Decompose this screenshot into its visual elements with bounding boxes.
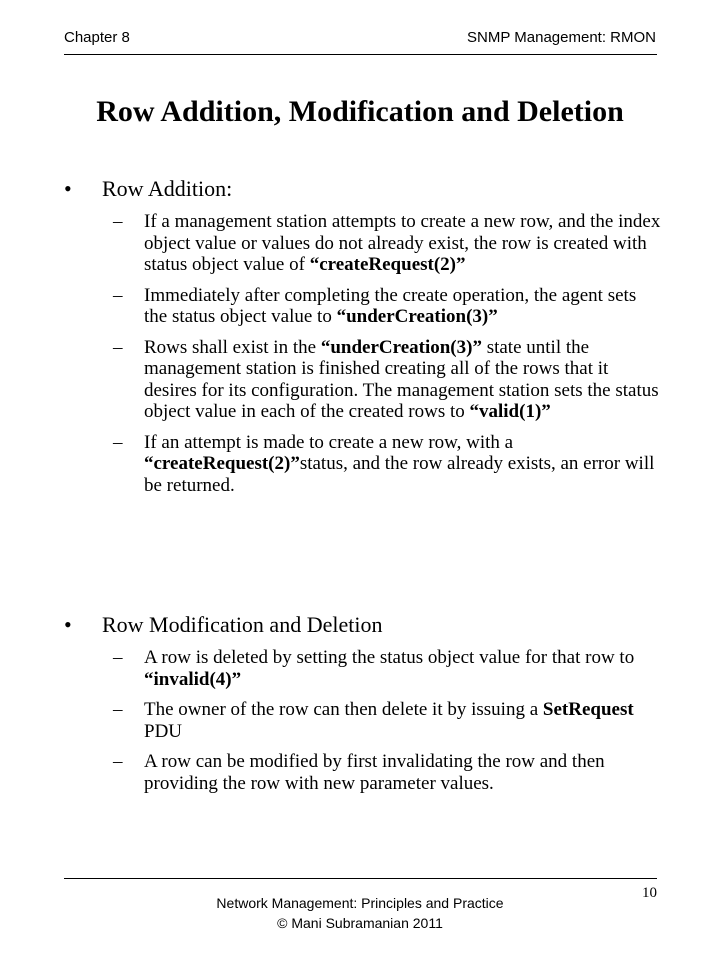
- body-text: The owner of the row can then delete it by issuing a: [144, 699, 543, 720]
- bullet-heading-text: Row Addition:: [102, 176, 233, 201]
- body-text: state until the management station is finished creating all of the rows that it desires for its configuration. The management station sets the status object value in each of the created rows to: [144, 336, 659, 422]
- sub-item: [64, 699, 664, 742]
- emphasis-text: “invalid(4)”: [144, 668, 242, 690]
- emphasis-text: “underCreation(3)”: [320, 336, 482, 358]
- bullet-heading: [64, 612, 664, 638]
- footer-copyright: © Mani Subramanian 2011: [277, 915, 443, 931]
- emphasis-text: “createRequest(2)”: [309, 254, 466, 275]
- sub-item: [64, 432, 664, 497]
- body-text: A row can be modified by first invalidating the row and then providing the row with new parameter values.: [144, 751, 605, 794]
- footer-rule: [64, 878, 657, 879]
- footer-book-title: Network Management: Principles and Practice: [216, 895, 504, 911]
- sub-item: [64, 751, 664, 794]
- section-row-addition: [64, 176, 664, 496]
- header-rule: [64, 54, 657, 55]
- sub-item: [64, 285, 664, 328]
- bullet-icon: •: [64, 176, 72, 201]
- bullet-heading: [64, 176, 664, 202]
- bullet-heading-text: Row Modification and Deletion: [102, 612, 383, 637]
- dash-icon: –: [113, 336, 123, 358]
- emphasis-text: “valid(1)”: [469, 401, 551, 422]
- dash-icon: –: [113, 284, 123, 306]
- header-topic: SNMP Management: RMON: [467, 29, 656, 46]
- sub-item: [64, 647, 664, 690]
- page-number: 10: [642, 885, 657, 901]
- sub-item: [64, 337, 664, 423]
- emphasis-text: SetRequest: [542, 699, 634, 720]
- sub-item-list: [64, 647, 664, 794]
- dash-icon: –: [113, 699, 123, 720]
- section-row-modification: [64, 612, 664, 794]
- body-text: status, and the row already exists, an error will be returned.: [144, 453, 655, 496]
- emphasis-text: “underCreation(3)”: [336, 306, 498, 327]
- sub-item: [64, 211, 664, 276]
- body-text: PDU: [144, 720, 183, 742]
- body-text: A row is deleted by setting the status object value for that row to: [144, 647, 635, 668]
- slide-title: Row Addition, Modification and Deletion: [96, 95, 624, 128]
- bullet-icon: •: [64, 612, 72, 637]
- body-text: If an attempt is made to create a new row, with a: [144, 431, 514, 453]
- body-text: If a management station attempts to create a new row, and the index object value or values do not already exist, the row is created with status object value of: [144, 211, 661, 275]
- body-text: Immediately after completing the create operation, the agent sets the status object value to: [144, 284, 637, 327]
- dash-icon: –: [113, 431, 123, 453]
- sub-item-list: [64, 211, 664, 496]
- body-text: Rows shall exist in the: [144, 336, 321, 358]
- emphasis-text: “createRequest(2)”: [144, 453, 300, 474]
- dash-icon: –: [113, 211, 123, 232]
- dash-icon: –: [113, 647, 123, 668]
- dash-icon: –: [113, 751, 123, 772]
- header-chapter: Chapter 8: [64, 29, 130, 46]
